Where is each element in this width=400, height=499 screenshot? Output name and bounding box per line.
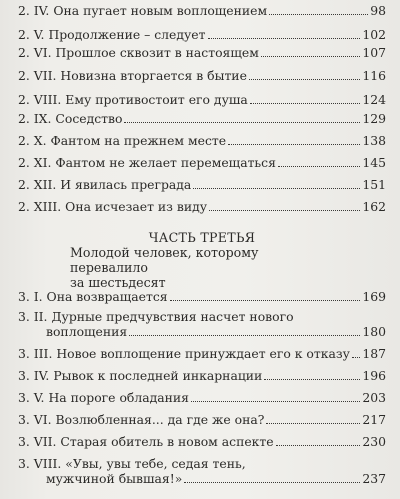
- dot-leader: [276, 445, 361, 446]
- toc-entry: [18, 111, 386, 126]
- toc-page-number: 237: [362, 471, 386, 486]
- toc-entry-title: 2. IX. Соседство: [18, 111, 123, 126]
- toc-entry-title: 2. VII. Новизна вторгается в бытие: [18, 68, 247, 83]
- toc-page-number: 169: [362, 289, 386, 304]
- toc-entry-title: 3. I. Она возвращается: [18, 289, 168, 304]
- toc-entry: [18, 3, 386, 18]
- dot-leader: [269, 14, 368, 15]
- dot-leader: [261, 56, 360, 57]
- dot-leader: [184, 482, 360, 483]
- toc-page-number: 145: [362, 155, 386, 170]
- toc-page-number: 203: [362, 390, 386, 405]
- toc-page-number: 230: [362, 434, 386, 449]
- toc-page-number: 217: [362, 412, 386, 427]
- toc-entry: [18, 177, 386, 192]
- toc-entry-title: 2. VI. Прошлое сквозит в настоящем: [18, 45, 259, 60]
- toc-entry: [18, 456, 386, 486]
- toc-entry: [18, 434, 386, 449]
- toc-entry-title: 3. II. Дурные предчувствия насчет нового: [18, 309, 294, 324]
- toc-page-number: 102: [362, 27, 386, 42]
- toc-page-number: 196: [362, 368, 386, 383]
- toc-entry-title: 3. III. Новое воплощение принуждает его к отказу: [18, 346, 350, 361]
- dot-leader: [266, 423, 360, 424]
- dot-leader: [208, 38, 361, 39]
- toc-entry: [18, 92, 386, 107]
- toc-page-number: 129: [362, 111, 386, 126]
- toc-entry: [18, 309, 386, 339]
- part-title: ЧАСТЬ ТРЕТЬЯ: [148, 230, 256, 245]
- dot-leader: [249, 79, 360, 80]
- dot-leader: [124, 122, 360, 123]
- toc-entry-title: 3. V. На пороге обладания: [18, 390, 189, 405]
- dot-leader: [264, 379, 360, 380]
- toc-page-number: 124: [362, 92, 386, 107]
- toc-entry-title: 3. VIII. «Увы, увы тебе, седая тень,: [18, 456, 246, 471]
- toc-entry: [18, 346, 386, 361]
- toc-entry-title: 3. VII. Старая обитель в новом аспекте: [18, 434, 274, 449]
- toc-entry: [18, 68, 386, 83]
- dot-leader: [191, 401, 360, 402]
- toc-entry-title: 2. X. Фантом на прежнем месте: [18, 133, 227, 148]
- toc-page-number: 116: [362, 68, 386, 83]
- toc-entry-title: 2. V. Продолжение – следует: [18, 27, 206, 42]
- dot-leader: [170, 300, 361, 301]
- part-subtitle-continued: за шестьдесят: [70, 275, 166, 290]
- toc-entry: [18, 45, 386, 60]
- toc-entry: [18, 27, 386, 42]
- toc-entry-title: 2. VIII. Ему противостоит его душа: [18, 92, 248, 107]
- toc-page-number: 138: [362, 133, 386, 148]
- toc-entry: [18, 155, 386, 170]
- dot-leader: [209, 210, 360, 211]
- part-heading: [18, 230, 386, 290]
- toc-page-number: 187: [362, 346, 386, 361]
- toc-entry: [18, 289, 386, 304]
- toc-page-number: 180: [362, 324, 386, 339]
- toc-entry-title-continued: воплощения: [46, 324, 128, 339]
- toc-entry-title: 2. XII. И явилась преграда: [18, 177, 192, 192]
- toc-entry-title: 3. IV. Рывок к последней инкарнации: [18, 368, 263, 383]
- toc-page-number: 98: [370, 3, 386, 18]
- toc-entry-title: 2. XI. Фантом не желает перемещаться: [18, 155, 276, 170]
- toc-page-number: 107: [362, 45, 386, 60]
- dot-leader: [228, 144, 360, 145]
- dot-leader: [278, 166, 360, 167]
- toc-entry-title-continued: мужчиной бывшая!»: [46, 471, 183, 486]
- dot-leader: [352, 357, 360, 358]
- dot-leader: [193, 188, 360, 189]
- toc-entry: [18, 199, 386, 214]
- part-subtitle: Молодой человек, которому перевалило: [70, 245, 259, 275]
- toc-entry: [18, 390, 386, 405]
- toc-entry-title: 2. IV. Она пугает новым воплощением: [18, 3, 268, 18]
- toc-entry-title: 3. VI. Возлюбленная... да где же она?: [18, 412, 265, 427]
- toc-entry: [18, 368, 386, 383]
- toc-entry: [18, 412, 386, 427]
- toc-page-number: 151: [362, 177, 386, 192]
- dot-leader: [129, 335, 360, 336]
- dot-leader: [250, 103, 361, 104]
- toc-entry-title: 2. XIII. Она исчезает из виду: [18, 199, 208, 214]
- toc-page-number: 162: [362, 199, 386, 214]
- toc-entry: [18, 133, 386, 148]
